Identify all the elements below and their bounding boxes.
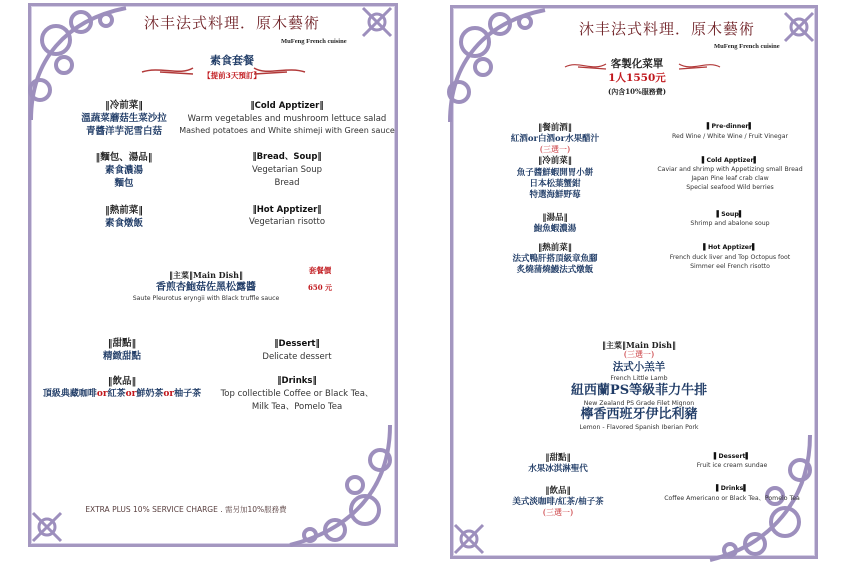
main-dish-zh: 紐西蘭PS等級菲力牛排 [570, 383, 708, 398]
cold-appetizer-heading-en: ‖Cold Apptizer‖ [250, 101, 324, 111]
main-dish-heading: ‖主菜‖Main Dish‖ [602, 340, 676, 350]
dessert-item-en: Fruit ice cream sundae [696, 462, 768, 469]
menu-title: 素食套餐 [210, 54, 254, 67]
dessert-item-zh: 精緻甜點 [102, 351, 142, 362]
cold-appetizer-item-en: Mashed potatoes and White shimeji with Green sauce [179, 126, 395, 135]
drink-option: 柚子茶 [174, 389, 202, 399]
per-person-price: 1人1550元 [608, 72, 666, 84]
choose-one-note: (三選一) [539, 145, 571, 154]
cold-appetizer-item: 日本松葉蟹鉗 [529, 179, 581, 189]
drinks-items-zh [43, 390, 201, 399]
dessert-heading-zh: ‖甜點‖ [545, 453, 571, 463]
corner-fleur-ornament-icon [452, 522, 486, 556]
predinner-heading-zh: ‖餐前酒‖ [537, 123, 573, 133]
cold-appetizer-heading-zh: ‖冷前菜‖ [104, 100, 144, 111]
hot-appetizer-item: 素食燉飯 [104, 218, 144, 229]
dessert-item-zh: 水果冰淇淋聖代 [528, 464, 588, 474]
or-separator: or [125, 389, 137, 399]
cold-appetizer-heading-zh: ‖冷前菜‖ [537, 156, 573, 166]
cold-appetizer-heading-en: ▌Cold Apptizer▌ [701, 157, 759, 164]
main-dish-en: Lemon - Flavored Spanish Iberian Pork [579, 424, 699, 431]
bread-soup-item-en: Vegetarian Soup [251, 165, 323, 175]
cold-appetizer-item-en: Special seafood Wild berries [686, 184, 774, 191]
drinks-item-en: Top collectible Coffee or Black Tea、 [220, 389, 374, 399]
cold-appetizer-item: 溫蔬菜蘑菇生菜沙拉 [81, 113, 167, 124]
flourish-right-icon [677, 58, 722, 76]
menu-title: 客製化菜單 [610, 58, 664, 70]
service-charge-footer: EXTRA PLUS 10% SERVICE CHARGE . 需另加10%服務費 [85, 505, 287, 514]
soup-heading-en: ▌Soup▌ [716, 211, 744, 218]
main-dish-heading: ‖主菜‖Main Dish‖ [169, 270, 243, 280]
hot-appetizer-item-en: French duck liver and Top Octopus foot [669, 254, 791, 261]
main-dish-en: Saute Pleurotus eryngii with Black truffle sauce [132, 295, 280, 302]
cold-appetizer-item: 魚子醬鮮蝦開胃小餅 [516, 168, 594, 178]
main-dish-zh: 法式小羔羊 [612, 361, 666, 373]
restaurant-subtitle: MuFeng French cuisine [281, 38, 347, 45]
flourish-right-icon [252, 62, 307, 82]
drink-option: 頂級典藏咖啡 [42, 389, 97, 399]
predinner-item-en: Red Wine / White Wine / Fruit Vinegar [671, 133, 789, 140]
bread-soup-heading-en: ‖Bread、Soup‖ [252, 152, 322, 162]
main-dish-en: French Little Lamb [610, 375, 668, 382]
dessert-heading-en: ▌Dessert▌ [713, 453, 751, 460]
cold-appetizer-item-en: Caviar and shrimp with Appetizing small Bread [657, 166, 803, 173]
soup-heading-zh: ‖湯品‖ [542, 213, 568, 223]
main-dish-zh: 香煎杏鮑菇佐黑松露醬 [156, 282, 256, 293]
set-price-label: 套餐價 [308, 266, 332, 275]
corner-swirl-ornament-icon [445, 2, 555, 132]
main-dish-en: New Zealand PS Grade Filet Mignon [583, 400, 695, 407]
drinks-heading-en: ‖Drinks‖ [277, 376, 317, 386]
bread-soup-item: 麵包 [114, 178, 134, 189]
bread-soup-heading-zh: ‖麵包、湯品‖ [95, 152, 153, 163]
set-price-value: 650 元 [307, 283, 333, 292]
cold-appetizer-item: 特選海鮮野莓 [529, 190, 581, 200]
restaurant-name: 沐丰法式料理．原木藝術 [143, 14, 321, 32]
corner-fleur-ornament-icon [782, 10, 816, 44]
flourish-left-icon [563, 58, 608, 76]
reservation-note: 【提前3天預訂】 [203, 71, 261, 80]
choose-one-note: (三選一) [623, 350, 655, 359]
cold-appetizer-item: 青醬洋芋泥雪白菇 [85, 126, 163, 137]
bread-soup-item-en: Bread [274, 178, 300, 188]
choose-one-note: (三選一) [542, 508, 574, 517]
soup-item-en: Shrimp and abalone soup [690, 220, 770, 227]
dessert-heading-en: ‖Dessert‖ [274, 339, 320, 349]
dessert-heading-zh: ‖甜點‖ [107, 338, 137, 349]
hot-appetizer-heading-zh: ‖熱前菜‖ [537, 243, 573, 253]
flourish-left-icon [140, 62, 195, 82]
cold-appetizer-item-en: Warm vegetables and mushroom lettuce salad [187, 114, 387, 124]
drinks-item-en: Milk Tea、Pomelo Tea [251, 402, 343, 412]
drinks-heading-en: ▌Drinks▌ [715, 485, 749, 492]
corner-fleur-ornament-icon [30, 510, 64, 544]
hot-appetizer-item: 炙燒蒲燒鰻法式燉飯 [516, 265, 594, 275]
soup-item-zh: 鮑魚蝦濃湯 [533, 224, 577, 234]
drinks-item-zh: 美式淡咖啡/紅茶/柚子茶 [512, 497, 604, 507]
hot-appetizer-heading-en: ▌Hot Apptizer▌ [703, 244, 757, 251]
or-separator: or [96, 389, 108, 399]
hot-appetizer-heading-en: ‖Hot Apptizer‖ [252, 205, 322, 215]
drinks-heading-zh: ‖飲品‖ [545, 486, 571, 496]
price-note: (內含10%服務費) [607, 87, 667, 96]
drinks-heading-zh: ‖飲品‖ [107, 376, 137, 387]
restaurant-subtitle: MuFeng French cuisine [714, 43, 780, 50]
corner-swirl-ornament-icon [280, 420, 398, 550]
corner-fleur-ornament-icon [360, 5, 394, 39]
drinks-item-en: Coffee Americano or Black Tea、Pomelo Tea [664, 495, 800, 502]
predinner-heading-en: ▌Pre-dinner▌ [706, 123, 754, 130]
drink-option: 紅茶 [107, 389, 126, 399]
main-dish-zh: 檸香西班牙伊比利豬 [580, 407, 698, 422]
or-separator: or [163, 389, 175, 399]
bread-soup-item: 素食濃湯 [104, 165, 144, 176]
cold-appetizer-item-en: Japan Pine leaf crab claw [691, 175, 769, 182]
hot-appetizer-heading-zh: ‖熱前菜‖ [104, 205, 144, 216]
hot-appetizer-item: 法式鴨肝搭頂級章魚腳 [512, 254, 598, 264]
hot-appetizer-item-en: Simmer eel French risotto [690, 263, 770, 270]
predinner-item-zh: 紅酒or白酒or水果醋汁 [510, 134, 600, 144]
hot-appetizer-item-en: Vegetarian risotto [248, 217, 326, 227]
drink-option: 鮮奶茶 [136, 389, 164, 399]
restaurant-name: 沐丰法式料理．原木藝術 [578, 20, 756, 38]
dessert-item-en: Delicate dessert [262, 352, 332, 362]
